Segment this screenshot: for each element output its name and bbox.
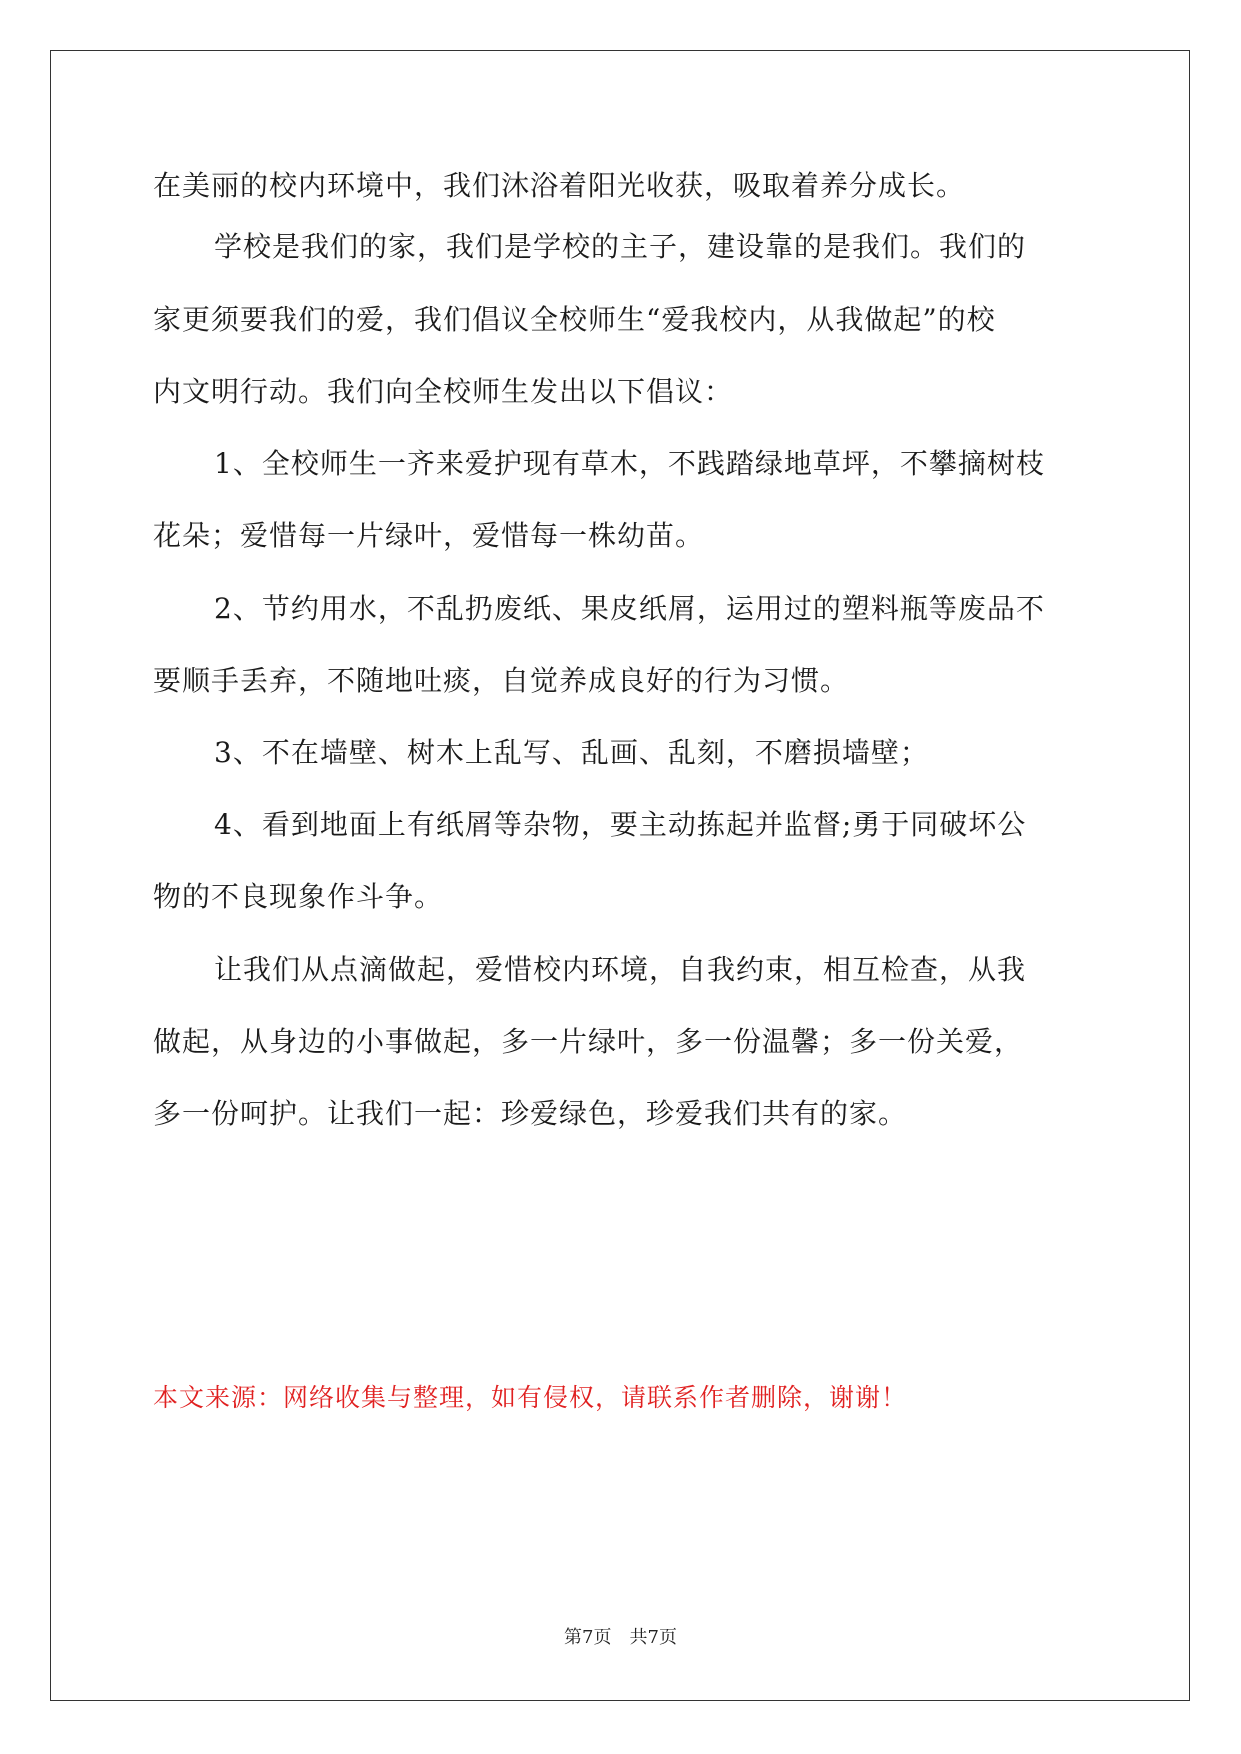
paragraph-line: 在美丽的校内环境中，我们沐浴着阳光收获，吸取着养分成长。 [153,169,966,202]
paragraph-line: 2、节约用水，不乱扔废纸、果皮纸屑，运用过的塑料瓶等废品不 [214,592,1045,625]
paragraph-line: 让我们从点滴做起，爱惜校内环境，自我约束，相互检查，从我 [214,953,1027,986]
page-border [50,50,1190,1701]
paragraph-line: 4、看到地面上有纸屑等杂物，要主动拣起并监督;勇于同破坏公 [214,808,1027,841]
paragraph-line: 物的不良现象作斗争。 [153,880,444,913]
paragraph-line: 做起，从身边的小事做起，多一片绿叶，多一份温馨；多一份关爱， [153,1025,1024,1058]
paragraph-line: 1、全校师生一齐来爱护现有草木，不践踏绿地草坪，不攀摘树枝 [214,447,1045,480]
paragraph-line: 要顺手丢弃，不随地吐痰，自觉养成良好的行为习惯。 [153,664,850,697]
paragraph-line: 内文明行动。我们向全校师生发出以下倡议： [153,375,734,408]
paragraph-line: 花朵；爱惜每一片绿叶，爱惜每一株幼苗。 [153,519,705,552]
paragraph-line: 学校是我们的家，我们是学校的主子，建设靠的是我们。我们的 [214,230,1027,263]
page-number-footer: 第7页 共7页 [564,1627,677,1648]
paragraph-line: 3、不在墙壁、树木上乱写、乱画、乱刻，不磨损墙壁； [214,736,929,769]
paragraph-line: 多一份呵护。让我们一起：珍爱绿色，珍爱我们共有的家。 [153,1097,908,1130]
paragraph-line: 家更须要我们的爱，我们倡议全校师生“爱我校内，从我做起”的校 [153,303,996,336]
source-note: 本文来源：网络收集与整理，如有侵权，请联系作者删除，谢谢！ [153,1383,908,1412]
